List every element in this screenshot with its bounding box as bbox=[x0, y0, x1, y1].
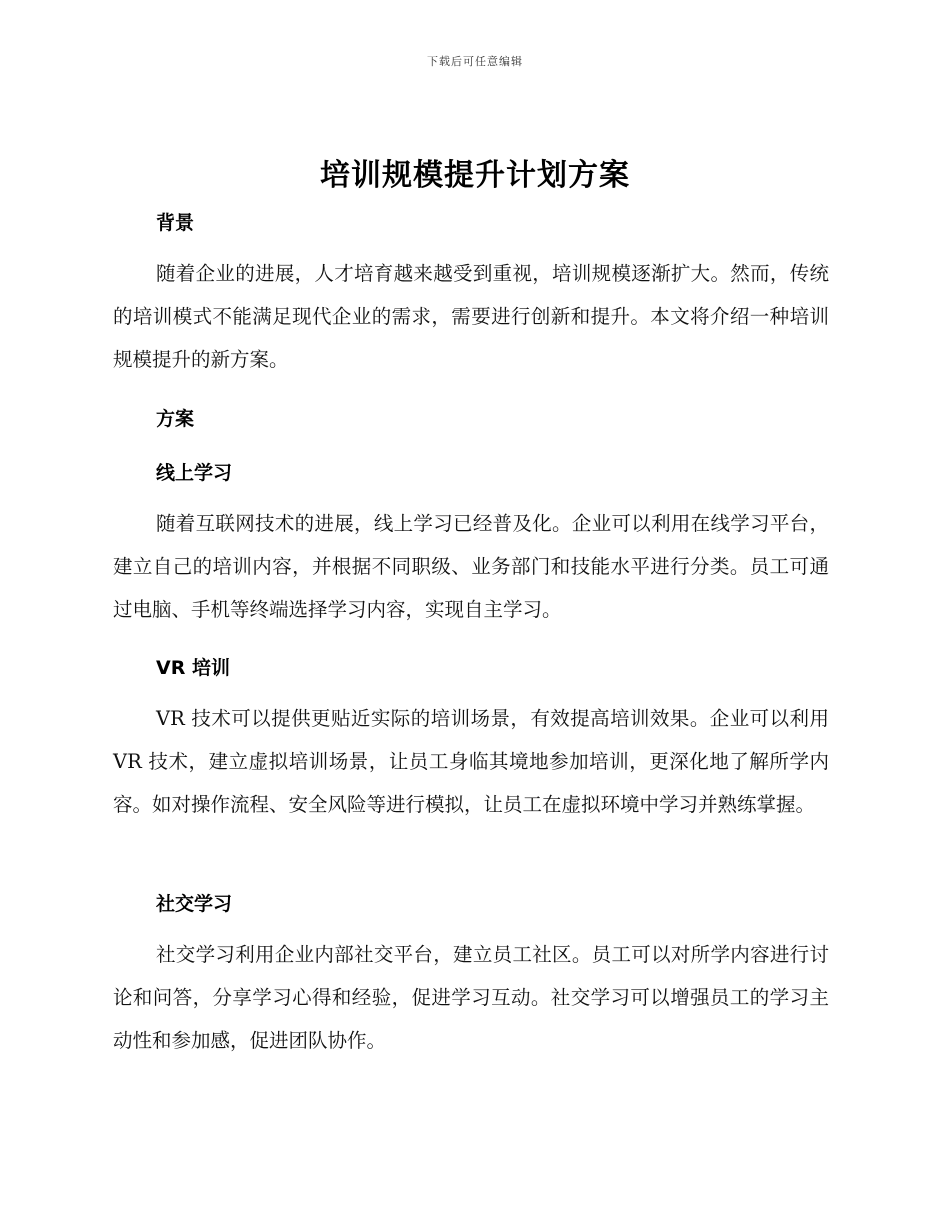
section-heading-background: 背景 bbox=[156, 212, 195, 234]
paragraph-social-learning: 社交学习利用企业内部社交平台，建立员工社区。员工可以对所学内容进行讨论和问答，分享学习心得和经验，促进学习互动。社交学习可以增强员工的学习主动性和参加感，促进团队协作。 bbox=[113, 943, 829, 1052]
section-heading-online-learning: 线上学习 bbox=[156, 462, 233, 484]
document-title: 培训规模提升计划方案 bbox=[320, 158, 630, 193]
paragraph-background: 随着企业的进展，人才培育越来越受到重视，培训规模逐渐扩大。然而，传统的培训模式不能满足现代企业的需求，需要进行创新和提升。本文将介绍一种培训规模提升的新方案。 bbox=[113, 262, 829, 371]
section-heading-social-learning: 社交学习 bbox=[156, 893, 233, 915]
page-header-note: 下载后可任意编辑 bbox=[427, 55, 523, 68]
paragraph-vr-training: VR 技术可以提供更贴近实际的培训场景，有效提高培训效果。企业可以利用 VR 技术，建立虚拟培训场景，让员工身临其境地参加培训，更深化地了解所学内容。如对操作流程、安全风险等进行模拟，让员工在虚拟环境中学习并熟练掌握。 bbox=[113, 707, 829, 816]
paragraph-online-learning: 随着互联网技术的进展，线上学习已经普及化。企业可以利用在线学习平台，建立自己的培训内容，并根据不同职级、业务部门和技能水平进行分类。员工可通过电脑、手机等终端选择学习内容，实现自主学习。 bbox=[113, 512, 829, 621]
section-heading-vr-training: VR 培训 bbox=[156, 657, 230, 679]
section-heading-plan: 方案 bbox=[156, 408, 195, 430]
